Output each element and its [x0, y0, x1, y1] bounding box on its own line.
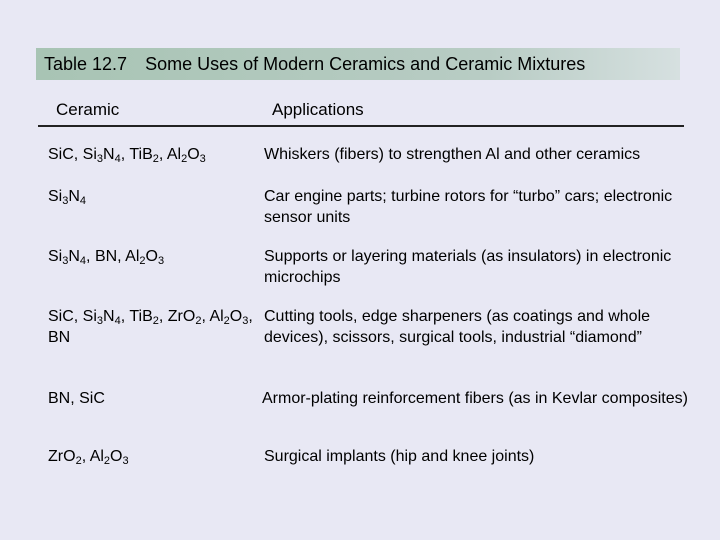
- column-header-applications: Applications: [272, 100, 364, 119]
- formula-subscript: 2: [223, 315, 230, 327]
- formula-subscript: 2: [139, 255, 146, 267]
- ceramic-cell-6: ZrO$_2$, $Al_2O_3$: [48, 448, 129, 467]
- formula-subscript: 4: [79, 255, 87, 267]
- table-title-bar: [36, 48, 680, 80]
- ceramic-cell-2: $Si_3N_4$: [48, 188, 87, 207]
- formula-subscript: 2: [103, 455, 111, 467]
- ceramic-cell-3: $Si_3N_4$, BN, $Al_2O_3$: [48, 248, 165, 267]
- ceramic-cell-5: BN, SiC: [48, 390, 105, 407]
- formula-subscript: 4: [79, 195, 87, 207]
- application-cell-3: Supports or layering materials (as insulators) in electronic microchips: [264, 248, 672, 286]
- table-title: Some Uses of Modern Ceramics and Ceramic Mixtures: [145, 53, 586, 74]
- application-cell-6: Surgical implants (hip and knee joints): [264, 448, 535, 465]
- application-cell-2: Car engine parts; turbine rotors for “turbo” cars; electronic sensor units: [264, 188, 673, 226]
- application-cell-4: Cutting tools, edge sharpeners (as coatings and whole devices), scissors, surgical tools, industrial “diamond”: [264, 308, 651, 346]
- formula-subscript: 3: [122, 455, 129, 467]
- formula-subscript: 3: [62, 195, 69, 207]
- application-cell-1: Whiskers (fibers) to strengthen Al and other ceramics: [264, 146, 641, 163]
- header-rule: [38, 125, 684, 127]
- formula-subscript: 2: [195, 315, 202, 327]
- formula-subscript: 3: [242, 315, 249, 327]
- formula-subscript: 4: [114, 315, 121, 327]
- formula-subscript: 3: [62, 255, 69, 267]
- formula-subscript: 4: [114, 153, 121, 165]
- application-cell-5: Armor-plating reinforcement fibers (as in Kevlar composites): [262, 390, 688, 407]
- formula-subscript: 3: [96, 153, 104, 165]
- formula-subscript: 3: [157, 255, 165, 267]
- formula-subscript: 2: [152, 315, 159, 327]
- ceramic-cell-4: SiC, $Si_3N_4$, TiB$_2$, ZrO$_2$, $Al_2O_3$, BN: [48, 308, 253, 346]
- formula-subscript: 3: [96, 315, 104, 327]
- formula-subscript: 3: [199, 153, 206, 165]
- formula-subscript: 2: [181, 153, 188, 165]
- formula-subscript: 2: [152, 153, 159, 165]
- ceramic-cell-1: SiC, $Si_3N_4$, TiB$_2$, $Al_2O_3$: [48, 146, 206, 165]
- column-header-ceramic: Ceramic: [56, 100, 120, 119]
- table-number: Table 12.7: [44, 53, 128, 74]
- formula-subscript: 2: [75, 455, 82, 467]
